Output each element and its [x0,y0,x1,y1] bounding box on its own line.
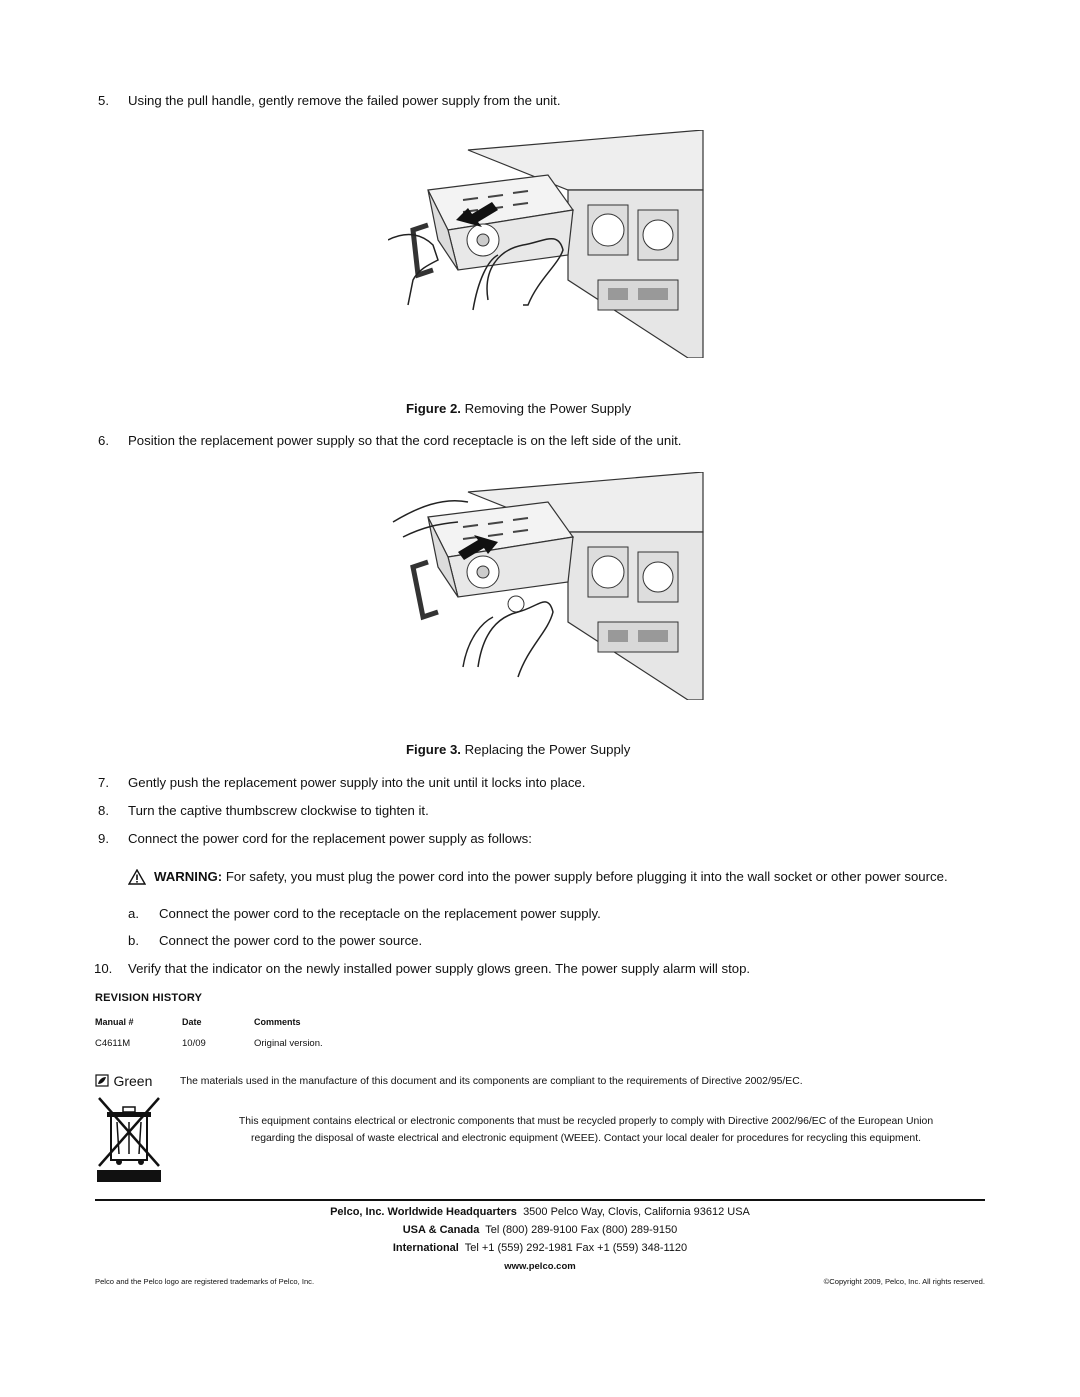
weee-line-1: This equipment contains electrical or electronic components that must be recycled properly to comply with Directive 2002/96/EC of the European Union [238,1116,934,1127]
step-9 [98,831,532,847]
figure-title: Replacing the Power Supply [464,742,631,757]
step-number: 7. [98,775,109,790]
step-number: 8. [98,803,109,818]
warning-text: For safety, you must plug the power cord into the power supply before plugging it into the wall socket or other power source. [225,869,948,884]
warning-label: WARNING: [154,869,223,884]
figure-title: Removing the Power Supply [464,401,632,416]
revision-header-manual: Manual # [95,1017,134,1027]
footer-international [95,1242,985,1254]
footer-website[interactable]: www.pelco.com [504,1261,576,1272]
footer-hq [95,1206,985,1218]
step-number: 6. [98,433,109,448]
revision-cell-manual: C4611M [95,1038,131,1049]
figure-3-illustration [388,472,704,700]
step-number: 5. [98,93,109,108]
revision-cell-date: 10/09 [182,1038,206,1049]
revision-header-date: Date [182,1017,202,1027]
intl-label: International [392,1242,459,1254]
step-text: Turn the captive thumbscrew clockwise to tighten it. [128,803,429,818]
warning-triangle-icon [128,869,146,885]
figure-label: Figure 2. [406,401,461,416]
figure-label: Figure 3. [406,742,461,757]
weee-line-2: regarding the disposal of waste electrical and electronic equipment (WEEE). Contact your local dealer for procedures for recycling this equipment. [251,1133,921,1144]
substep-a [128,906,601,922]
revision-header-comments: Comments [254,1017,301,1027]
step-text: Connect the power cord for the replacement power supply as follows: [128,831,532,846]
usa-phone: Tel (800) 289-9100 Fax (800) 289-9150 [485,1224,678,1236]
footer-usa [95,1224,985,1236]
step-text: Verify that the indicator on the newly installed power supply glows green. The power supply alarm will stop. [128,961,751,976]
intl-phone: Tel +1 (559) 292-1981 Fax +1 (559) 348-1120 [464,1242,688,1254]
step-10 [94,961,751,977]
step-text: Gently push the replacement power supply into the unit until it locks into place. [128,775,586,790]
revision-cell-comments: Original version. [254,1038,323,1049]
step-text: Using the pull handle, gently remove the failed power supply from the unit. [128,93,561,108]
footer-trademark: Pelco and the Pelco logo are registered trademarks of Pelco, Inc. [95,1277,315,1286]
green-logo [95,1072,152,1088]
crossed-bin-icon [95,1094,163,1182]
step-7 [98,775,586,791]
substep-b [128,933,423,949]
green-logo-text: Green [113,1072,153,1089]
step-number: 10. [94,961,113,976]
step-5 [98,93,561,109]
figure-2-illustration [388,130,704,358]
usa-label: USA & Canada [402,1224,480,1236]
step-text: Position the replacement power supply so that the cord receptacle is on the left side of the unit. [128,433,682,448]
step-8 [98,803,429,819]
hq-address: 3500 Pelco Way, Clovis, California 93612 USA [523,1206,750,1218]
substep-text: Connect the power cord to the power source. [159,933,423,948]
revision-history-title: REVISION HISTORY [95,992,203,1004]
substep-text: Connect the power cord to the receptacle on the replacement power supply. [159,906,601,921]
figure-3-caption [406,742,630,757]
step-6 [98,433,682,449]
step-number: 9. [98,831,109,846]
substep-letter: a. [128,906,139,921]
footer-copyright: ©Copyright 2009, Pelco, Inc. All rights reserved. [823,1277,985,1286]
hq-label: Pelco, Inc. Worldwide Headquarters [330,1206,517,1218]
green-leaf-icon [95,1074,109,1087]
footer-divider [95,1199,985,1201]
substep-letter: b. [128,933,139,948]
figure-2-caption [406,401,631,416]
green-compliance-text: The materials used in the manufacture of this document and its components are compliant to the requirements of Directive 2002/95/EC. [180,1076,803,1087]
